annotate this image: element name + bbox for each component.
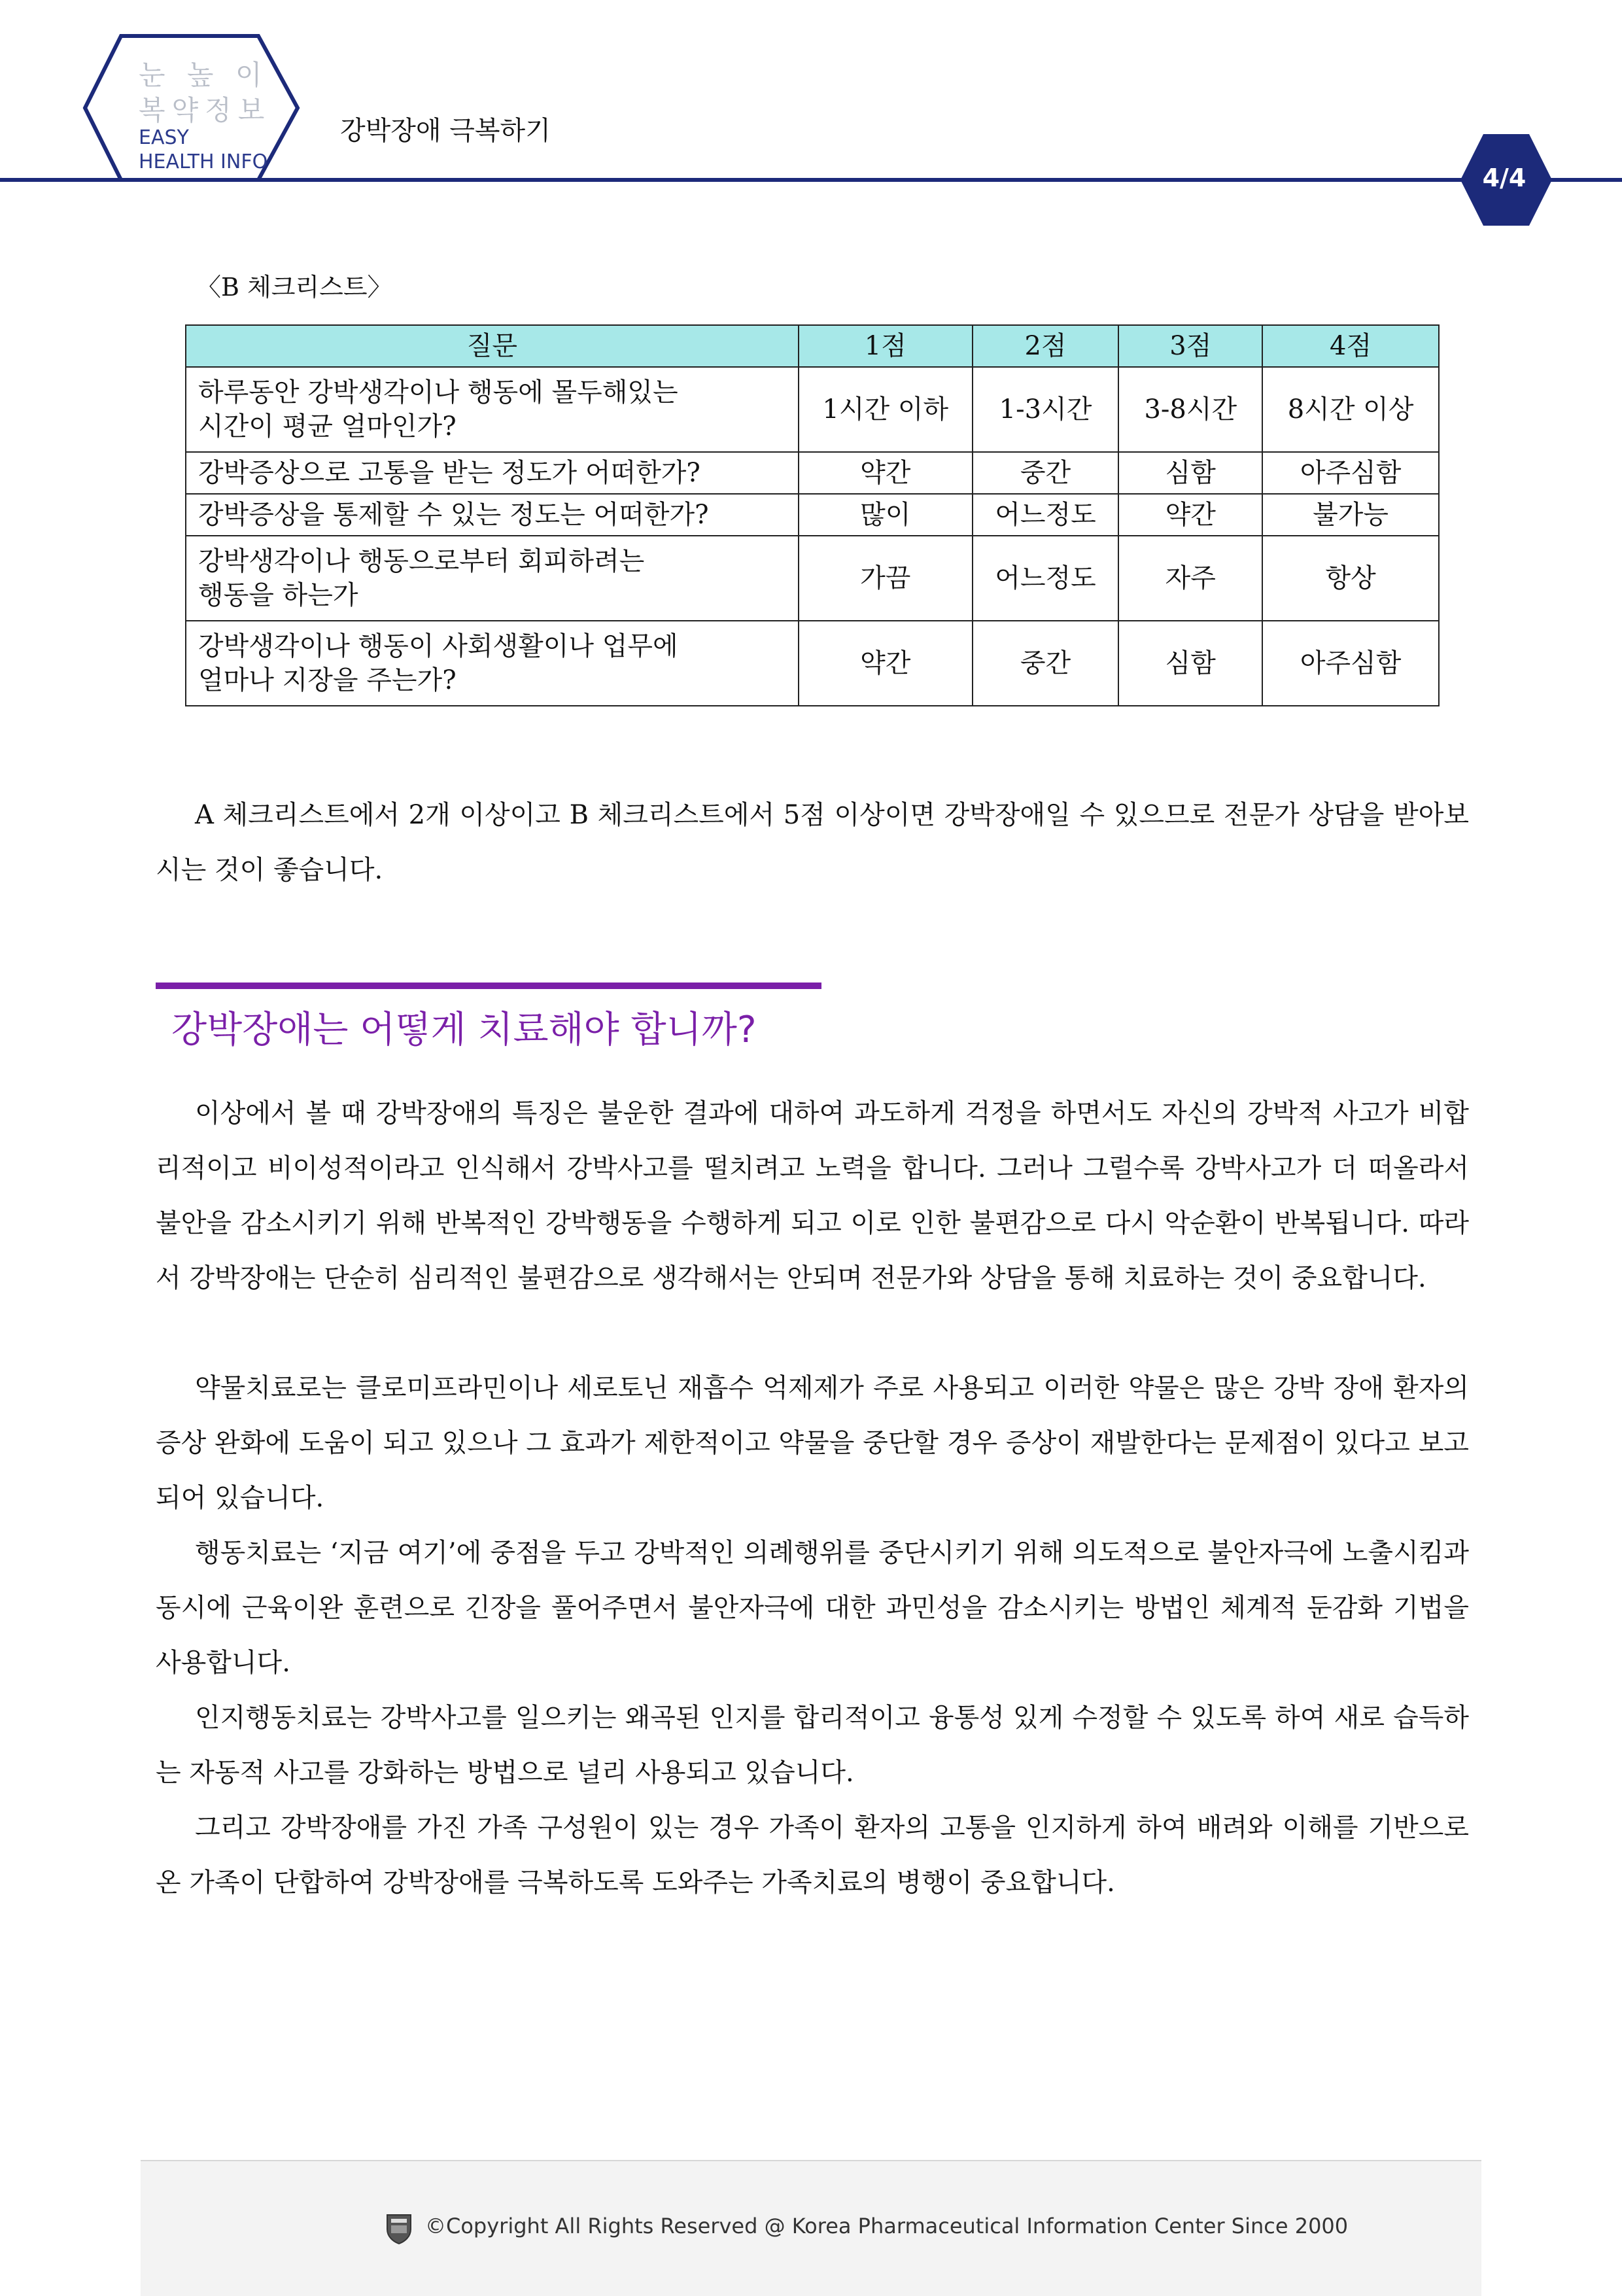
score-cell: 심함 [1118, 621, 1262, 706]
body-paragraph [156, 1690, 1469, 1800]
column-header: 질문 [186, 325, 799, 367]
page-number: 4/4 [1482, 164, 1527, 192]
score-cell: 자주 [1118, 536, 1262, 621]
table-header-row [186, 325, 1439, 367]
score-cell: 아주심함 [1262, 621, 1439, 706]
logo-korean-line1: 눈 높 이 [139, 59, 269, 91]
question-line: 강박생각이나 행동으로부터 회피하려는 [198, 546, 645, 576]
shield-icon [385, 2212, 413, 2245]
checklist-table [185, 324, 1440, 706]
question-cell [186, 621, 799, 706]
summary-text: A 체크리스트에서 2개 이상이고 B 체크리스트에서 5점 이상이면 강박장애일 수 있으므로 전문가 상담을 받아보시는 것이 좋습니다. [156, 800, 1469, 885]
score-cell: 중간 [973, 452, 1119, 494]
question-line: 행동을 하는가 [198, 580, 358, 610]
document-title: 강박장애 극복하기 [340, 116, 551, 146]
column-header: 3점 [1118, 325, 1262, 367]
table-row [186, 621, 1439, 706]
score-cell: 어느정도 [973, 536, 1119, 621]
table-row [186, 367, 1439, 452]
body-paragraph [156, 1086, 1469, 1306]
score-cell: 1시간 이하 [799, 367, 973, 452]
body-paragraph [156, 1800, 1469, 1910]
score-cell: 1-3시간 [973, 367, 1119, 452]
question-line: 시간이 평균 얼마인가? [198, 411, 457, 442]
logo-korean-line2: 복약정보 [139, 94, 271, 126]
score-cell: 약간 [1118, 494, 1262, 536]
body-text: 이상에서 볼 때 강박장애의 특징은 불운한 결과에 대하여 과도하게 걱정을 하면서도 자신의 강박적 사고가 비합리적이고 비이성적이라고 인식해서 강박사고를 떨치려고 노력을 합니다. 그러나 그럴수록 강박사고가 더 떠올라서 불안을 감소시키기 위해 반복적인 강박행동을 수행하게 되고 이로 인한 불편감으로 다시 악순환이 반복됩니다. 따라서 강박장애는 단순히 심리적인 불편감으로 생각해서는 안되며 전문가와 상담을 통해 치료하는 것이 중요합니다. [156, 1098, 1469, 1293]
question-cell [186, 367, 799, 452]
question-line: 강박생각이나 행동이 사회생활이나 업무에 [198, 631, 678, 661]
score-cell: 중간 [973, 621, 1119, 706]
table-row [186, 494, 1439, 536]
body-paragraph [156, 1361, 1469, 1525]
score-cell: 아주심함 [1262, 452, 1439, 494]
score-cell: 불가능 [1262, 494, 1439, 536]
score-cell: 어느정도 [973, 494, 1119, 536]
question-cell [186, 536, 799, 621]
summary-paragraph [156, 788, 1469, 897]
checklist-label: 〈B 체크리스트〉 [196, 273, 392, 302]
section-heading: 강박장애는 어떻게 치료해야 합니까? [171, 1009, 757, 1051]
table-row [186, 536, 1439, 621]
body-text: 그리고 강박장애를 가진 가족 구성원이 있는 경우 가족이 환자의 고통을 인지하게 하여 배려와 이해를 기반으로 온 가족이 단합하여 강박장애를 극복하도록 도와주는 가족치료의 병행이 중요합니다. [156, 1813, 1469, 1898]
body-paragraph [156, 1525, 1469, 1690]
body-text: 행동치료는 ‘지금 여기’에 중점을 두고 강박적인 의례행위를 중단시키기 위해 의도적으로 불안자극에 노출시킴과 동시에 근육이완 훈련으로 긴장을 풀어주면서 불안자극에 대한 과민성을 감소시키는 방법인 체계적 둔감화 기법을 사용합니다. [156, 1538, 1469, 1678]
body-text: 약물치료로는 클로미프라민이나 세로토닌 재흡수 억제제가 주로 사용되고 이러한 약물은 많은 강박 장애 환자의 증상 완화에 도움이 되고 있으나 그 효과가 제한적이고 약물을 중단할 경우 증상이 재발한다는 문제점이 있다고 보고되어 있습니다. [156, 1373, 1469, 1513]
score-cell: 3-8시간 [1118, 367, 1262, 452]
logo-english-line2: HEALTH INFO [139, 150, 268, 173]
question-line: 하루동안 강박생각이나 행동에 몰두해있는 [198, 377, 678, 408]
table-row [186, 452, 1439, 494]
score-cell: 8시간 이상 [1262, 367, 1439, 452]
body-text: 인지행동치료는 강박사고를 일으키는 왜곡된 인지를 합리적이고 융통성 있게 수정할 수 있도록 하여 새로 습득하는 자동적 사고를 강화하는 방법으로 널리 사용되고 있습니다. [156, 1703, 1469, 1788]
copyright-text: ©Copyright All Rights Reserved @ Korea Pharmaceutical Information Center Since 2000 [425, 2214, 1349, 2238]
column-header: 2점 [973, 325, 1119, 367]
heading-rule [156, 983, 821, 989]
column-header: 4점 [1262, 325, 1439, 367]
score-cell: 많이 [799, 494, 973, 536]
score-cell: 약간 [799, 452, 973, 494]
question-cell: 강박증상으로 고통을 받는 정도가 어떠한가? [186, 452, 799, 494]
column-header: 1점 [799, 325, 973, 367]
score-cell: 항상 [1262, 536, 1439, 621]
question-cell: 강박증상을 통제할 수 있는 정도는 어떠한가? [186, 494, 799, 536]
logo-english-line1: EASY [139, 126, 189, 149]
score-cell: 가끔 [799, 536, 973, 621]
score-cell: 약간 [799, 621, 973, 706]
question-line: 얼마나 지장을 주는가? [198, 665, 457, 695]
score-cell: 심함 [1118, 452, 1262, 494]
